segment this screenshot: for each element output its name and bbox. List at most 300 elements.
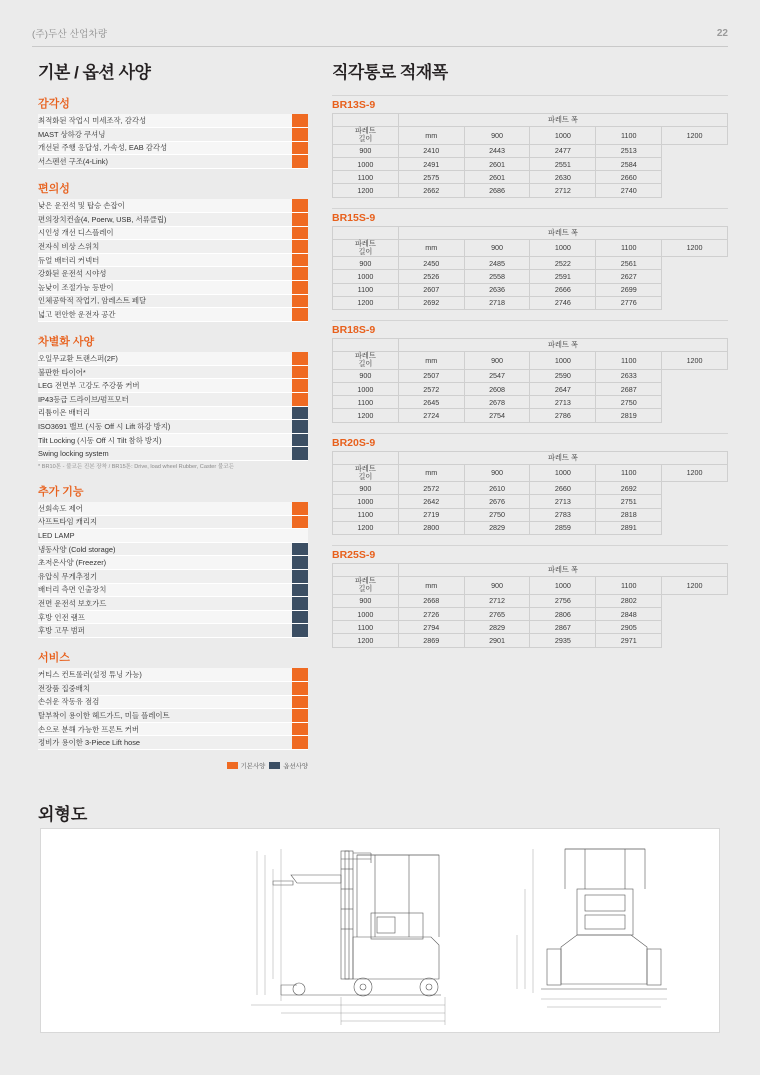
spec-row-mark: [292, 447, 308, 461]
table-corner-cell: [333, 114, 399, 127]
spec-row: [38, 597, 308, 611]
aisle-width-value: 2507: [398, 369, 464, 382]
pallet-length-value: 1000: [333, 607, 399, 620]
pallet-length-value: 1000: [333, 495, 399, 508]
spec-row: [38, 294, 308, 308]
table-row: [333, 296, 728, 309]
spec-row-label: 인체공학적 작업기, 암레스트 페달: [38, 294, 292, 308]
spec-row: [38, 583, 308, 597]
spec-row-label: 높낮이 조절가능 등받이: [38, 280, 292, 294]
pallet-length-value: 1200: [333, 634, 399, 647]
aisle-width-value: 2636: [464, 283, 530, 296]
spec-row-label: 사프트타임 캐리지: [38, 515, 292, 529]
spec-row-label: LED LAMP: [38, 529, 292, 543]
spec-row-mark: [292, 308, 308, 322]
pallet-length-value: 1000: [333, 270, 399, 283]
pallet-width-value: 900: [464, 352, 530, 370]
table-row: [333, 257, 728, 270]
spec-row-label: 초저온사양 (Freezer): [38, 556, 292, 570]
table-row: [333, 482, 728, 495]
aisle-width-value: 2713: [530, 495, 596, 508]
model-block: [332, 320, 728, 423]
pallet-width-value: 1200: [662, 352, 728, 370]
spec-row-label: 강화된 운전석 시야성: [38, 267, 292, 281]
pallet-width-header: 파레트 폭: [398, 451, 727, 464]
pallet-width-value: 1000: [530, 352, 596, 370]
spec-column: [38, 58, 308, 770]
spec-row-label: 편의장치컨솔(4, Poerw, USB, 서류클립): [38, 212, 292, 226]
aisle-width-value: 2551: [530, 157, 596, 170]
pallet-length-header: 파레트 길이: [333, 577, 399, 595]
aisle-width-value: 2676: [464, 495, 530, 508]
drawing-box: [40, 828, 720, 1033]
table-row: [333, 621, 728, 634]
drawing-title: 외형도: [38, 805, 88, 824]
brand-text: (주)두산 산업차량: [32, 29, 108, 40]
spec-row-label: 개선된 주행 응답성, 가속성, EAB 감각성: [38, 141, 292, 155]
spec-row: [38, 682, 308, 696]
spec-row-label: 후방 인전 램프: [38, 610, 292, 624]
spec-row-label: 손쉬운 작동유 점검: [38, 695, 292, 709]
spec-row-mark: [292, 556, 308, 570]
unit-cell: mm: [398, 577, 464, 595]
spec-row-mark: [292, 267, 308, 281]
spec-row-mark: [292, 515, 308, 529]
aisle-width-value: 2668: [398, 594, 464, 607]
spec-row: [38, 556, 308, 570]
spec-group-title: 서비스: [38, 651, 70, 664]
aisle-width-value: 2660: [596, 171, 662, 184]
spec-table: [38, 668, 308, 750]
aisle-width-value: 2829: [464, 521, 530, 534]
spec-row: [38, 240, 308, 254]
aisle-width-value: 2678: [464, 396, 530, 409]
table-row: [333, 508, 728, 521]
aisle-width-value: 2575: [398, 171, 464, 184]
table-row: [333, 144, 728, 157]
pallet-width-value: 1200: [662, 127, 728, 145]
pallet-width-value: 1100: [596, 464, 662, 482]
table-header-row: [333, 226, 728, 239]
spec-row-label: 배터리 측면 인출장치: [38, 583, 292, 597]
aisle-width-value: 2513: [596, 144, 662, 157]
aisle-width-value: 2686: [464, 184, 530, 197]
aisle-width-value: 2687: [596, 382, 662, 395]
spec-row: [38, 695, 308, 709]
unit-cell: mm: [398, 464, 464, 482]
spec-row-mark: [292, 212, 308, 226]
pallet-width-value: 1200: [662, 464, 728, 482]
spec-row-mark: [292, 502, 308, 516]
aisle-width-value: 2750: [464, 508, 530, 521]
spec-row: [38, 141, 308, 155]
spec-row: [38, 722, 308, 736]
spec-row: [38, 114, 308, 128]
aisle-width-value: 2935: [530, 634, 596, 647]
pallet-length-value: 1200: [333, 296, 399, 309]
pallet-length-header: 파레트 길이: [333, 464, 399, 482]
unit-cell: mm: [398, 127, 464, 145]
pallet-width-header: 파레트 폭: [398, 226, 727, 239]
aisle-width-value: 2590: [530, 369, 596, 382]
aisle-width-value: 2485: [464, 257, 530, 270]
aisle-width-value: 2610: [464, 482, 530, 495]
spec-group: [38, 180, 308, 322]
spec-row-label: 커티스 컨트롤러(설정 튜닝 가능): [38, 668, 292, 682]
aisle-width-value: 2443: [464, 144, 530, 157]
pallet-width-value: 1000: [530, 464, 596, 482]
aisle-width-value: 2901: [464, 634, 530, 647]
pallet-length-value: 1000: [333, 157, 399, 170]
aisle-width-value: 2526: [398, 270, 464, 283]
aisle-width-value: 2794: [398, 621, 464, 634]
pallet-width-value: 1000: [530, 577, 596, 595]
pallet-length-header: 파레트 길이: [333, 352, 399, 370]
spec-row-mark: [292, 583, 308, 597]
table-row: [333, 171, 728, 184]
spec-group-title: 차별화 사양: [38, 335, 95, 348]
table-row: [333, 594, 728, 607]
legend-option-label: 옵션사양: [283, 763, 308, 771]
spec-row: [38, 709, 308, 723]
pallet-length-value: 900: [333, 369, 399, 382]
spec-row: [38, 515, 308, 529]
spec-row-label: 유압식 무게추정기: [38, 569, 292, 583]
spec-row-label: 최적화된 작업시 미세조작, 감각성: [38, 114, 292, 128]
pallet-width-value: 900: [464, 464, 530, 482]
spec-row: [38, 155, 308, 169]
pallet-width-value: 1100: [596, 352, 662, 370]
spec-row: [38, 253, 308, 267]
spec-group: [38, 649, 308, 750]
aisle-width-value: 2477: [530, 144, 596, 157]
spec-row-mark: [292, 406, 308, 420]
aisle-width-value: 2591: [530, 270, 596, 283]
spec-row-mark: [292, 240, 308, 254]
aisle-width-value: 2819: [596, 409, 662, 422]
aisle-width-value: 2719: [398, 508, 464, 521]
aisle-table: [332, 113, 728, 198]
table-row: [333, 184, 728, 197]
aisle-width-value: 2699: [596, 283, 662, 296]
spec-row-label: Tilt Locking (시동 Off 시 Tilt 참하 방지): [38, 433, 292, 447]
spec-row-mark: [292, 294, 308, 308]
aisle-width-value: 2712: [464, 594, 530, 607]
aisle-width-value: 2558: [464, 270, 530, 283]
model-name: BR15S-9: [332, 208, 728, 224]
table-header-row: [333, 451, 728, 464]
model-name: BR13S-9: [332, 95, 728, 111]
spec-row-label: 낮은 운전석 및 탑승 손잡이: [38, 199, 292, 213]
model-block: [332, 208, 728, 311]
aisle-width-value: 2818: [596, 508, 662, 521]
spec-row-mark: [292, 379, 308, 393]
pallet-length-value: 1200: [333, 184, 399, 197]
legend-basic: [227, 761, 266, 770]
spec-row: [38, 267, 308, 281]
model-blocks: [332, 95, 728, 648]
aisle-width-value: 2756: [530, 594, 596, 607]
table-row: [333, 634, 728, 647]
aisle-table: [332, 226, 728, 311]
spec-row-mark: [292, 682, 308, 696]
model-block: [332, 545, 728, 648]
spec-row-mark: [292, 226, 308, 240]
pallet-length-value: 900: [333, 144, 399, 157]
spec-row-mark: [292, 569, 308, 583]
spec-row: [38, 569, 308, 583]
aisle-width-value: 2783: [530, 508, 596, 521]
aisle-width-value: 2806: [530, 607, 596, 620]
spec-row: [38, 406, 308, 420]
spec-row-mark: [292, 624, 308, 638]
spec-group-title: 편의성: [38, 182, 70, 195]
table-header-row: [333, 339, 728, 352]
pallet-width-value: 900: [464, 127, 530, 145]
page-number: 22: [716, 27, 728, 39]
aisle-width-value: 2601: [464, 157, 530, 170]
aisle-width-value: 2522: [530, 257, 596, 270]
spec-row-mark: [292, 128, 308, 142]
spec-row-label: LEG 전면부 고강도 주강품 커버: [38, 379, 292, 393]
spec-group-footnote: * BR10톤 - 불코든 진본 장착 / BR15톤: Drive, load wheel Rubber, Caster 불코든: [38, 463, 235, 470]
spec-row-label: MAST 상하강 쿠셔닝: [38, 128, 292, 142]
unit-cell: mm: [398, 239, 464, 257]
pallet-length-value: 900: [333, 257, 399, 270]
spec-row-label: 냉동사양 (Cold storage): [38, 542, 292, 556]
spec-row-label: Swing locking system: [38, 447, 292, 461]
aisle-width-value: 2971: [596, 634, 662, 647]
pallet-width-header: 파레트 폭: [398, 339, 727, 352]
model-name: BR25S-9: [332, 545, 728, 561]
model-name: BR18S-9: [332, 320, 728, 336]
aisle-width-value: 2547: [464, 369, 530, 382]
spec-row-label: IP43등급 드라이브/펌프모터: [38, 393, 292, 407]
aisle-width-value: 2776: [596, 296, 662, 309]
aisle-width-value: 2867: [530, 621, 596, 634]
spec-row-mark: [292, 529, 308, 543]
pallet-width-value: 1100: [596, 127, 662, 145]
aisle-section-title: 직각통로 적재폭: [332, 63, 448, 82]
spec-row-label: 넓고 편안한 운전자 공간: [38, 308, 292, 322]
aisle-width-value: 2666: [530, 283, 596, 296]
pallet-length-value: 1100: [333, 171, 399, 184]
table-subheader-row: [333, 127, 728, 145]
spec-row: [38, 502, 308, 516]
spec-group: [38, 483, 308, 638]
spec-row-label: 정비가 용이한 3-Piece Lift hose: [38, 736, 292, 750]
table-subheader-row: [333, 577, 728, 595]
spec-row: [38, 542, 308, 556]
aisle-width-value: 2891: [596, 521, 662, 534]
spec-row: [38, 433, 308, 447]
aisle-width-value: 2607: [398, 283, 464, 296]
table-row: [333, 607, 728, 620]
aisle-table: [332, 563, 728, 648]
table-row: [333, 382, 728, 395]
aisle-width-value: 2627: [596, 270, 662, 283]
table-corner-cell: [333, 339, 399, 352]
spec-row-mark: [292, 280, 308, 294]
spec-table: [38, 352, 308, 461]
table-corner-cell: [333, 451, 399, 464]
aisle-width-value: 2754: [464, 409, 530, 422]
spec-row-label: ISO3691 밸브 (시동 Off 시 Lift 하강 방지): [38, 420, 292, 434]
aisle-width-value: 2869: [398, 634, 464, 647]
spec-row-mark: [292, 695, 308, 709]
spec-row-mark: [292, 199, 308, 213]
aisle-width-value: 2718: [464, 296, 530, 309]
aisle-width-value: 2572: [398, 482, 464, 495]
table-corner-cell: [333, 226, 399, 239]
pallet-width-value: 900: [464, 239, 530, 257]
legend-option: [269, 761, 308, 770]
table-subheader-row: [333, 352, 728, 370]
legend-basic-label: 기본사양: [240, 763, 266, 771]
spec-row-mark: [292, 722, 308, 736]
pallet-width-value: 1200: [662, 239, 728, 257]
spec-row: [38, 128, 308, 142]
table-header-row: [333, 564, 728, 577]
table-row: [333, 283, 728, 296]
spec-row-mark: [292, 709, 308, 723]
spec-row-mark: [292, 155, 308, 169]
aisle-width-value: 2491: [398, 157, 464, 170]
model-block: [332, 95, 728, 198]
aisle-table: [332, 451, 728, 536]
spec-row: [38, 308, 308, 322]
aisle-width-value: 2572: [398, 382, 464, 395]
table-row: [333, 495, 728, 508]
spec-row-label: 리튬이온 배터리: [38, 406, 292, 420]
spec-row-mark: [292, 542, 308, 556]
aisle-width-value: 2608: [464, 382, 530, 395]
aisle-width-value: 2692: [398, 296, 464, 309]
table-row: [333, 521, 728, 534]
aisle-width-value: 2642: [398, 495, 464, 508]
aisle-width-value: 2746: [530, 296, 596, 309]
aisle-width-value: 2450: [398, 257, 464, 270]
pallet-width-value: 1100: [596, 239, 662, 257]
spec-row-label: 탈부착이 용이한 헤드가드, 미들 플레이트: [38, 709, 292, 723]
spec-row: [38, 393, 308, 407]
model-name: BR20S-9: [332, 433, 728, 449]
table-row: [333, 409, 728, 422]
pallet-length-value: 900: [333, 482, 399, 495]
pallet-length-value: 1000: [333, 382, 399, 395]
aisle-width-value: 2765: [464, 607, 530, 620]
spec-row-mark: [292, 433, 308, 447]
aisle-width-value: 2584: [596, 157, 662, 170]
aisle-width-value: 2660: [530, 482, 596, 495]
pallet-length-value: 1100: [333, 283, 399, 296]
table-header-row: [333, 114, 728, 127]
spec-row-mark: [292, 610, 308, 624]
spec-row: [38, 226, 308, 240]
table-subheader-row: [333, 239, 728, 257]
spec-table: [38, 502, 308, 638]
spec-row-mark: [292, 736, 308, 750]
spec-group-title: 감각성: [38, 98, 70, 110]
spec-row-label: 전장품 집중배치: [38, 682, 292, 696]
spec-row: [38, 624, 308, 638]
legend-basic-swatch: [227, 762, 238, 769]
spec-row-label: 후방 고무 범퍼: [38, 624, 292, 638]
spec-row-mark: [292, 253, 308, 267]
aisle-table: [332, 338, 728, 423]
pallet-length-value: 1100: [333, 508, 399, 521]
spec-row-label: 오일무교환 트랜스퍼(2F): [38, 352, 292, 366]
spec-row-mark: [292, 141, 308, 155]
aisle-width-value: 2561: [596, 257, 662, 270]
table-row: [333, 270, 728, 283]
unit-cell: mm: [398, 352, 464, 370]
pallet-length-header: 파레트 길이: [333, 127, 399, 145]
spec-row-label: 전자식 비상 스위치: [38, 240, 292, 254]
spec-table: [38, 114, 308, 169]
aisle-width-value: 2802: [596, 594, 662, 607]
outline-drawing: [41, 829, 719, 1032]
pallet-length-value: 1200: [333, 409, 399, 422]
aisle-width-value: 2740: [596, 184, 662, 197]
aisle-width-value: 2713: [530, 396, 596, 409]
table-row: [333, 369, 728, 382]
aisle-width-value: 2601: [464, 171, 530, 184]
aisle-width-value: 2859: [530, 521, 596, 534]
spec-row-label: 손으로 분해 가능한 프론트 커버: [38, 722, 292, 736]
spec-row: [38, 365, 308, 379]
spec-row: [38, 447, 308, 461]
spec-row: [38, 280, 308, 294]
aisle-column: [332, 58, 728, 658]
table-row: [333, 396, 728, 409]
spec-section-title: 기본 / 옵션 사양: [38, 63, 151, 82]
aisle-width-value: 2726: [398, 607, 464, 620]
aisle-width-value: 2905: [596, 621, 662, 634]
aisle-width-value: 2645: [398, 396, 464, 409]
spec-row-mark: [292, 114, 308, 128]
aisle-width-value: 2633: [596, 369, 662, 382]
pallet-length-value: 900: [333, 594, 399, 607]
spec-row-label: 불판한 타이어*: [38, 365, 292, 379]
spec-row: [38, 668, 308, 682]
legend: [38, 761, 308, 770]
spec-row-label: 시인성 개선 디스플레이: [38, 226, 292, 240]
spec-row-mark: [292, 420, 308, 434]
spec-row: [38, 199, 308, 213]
spec-row: [38, 379, 308, 393]
spec-row-label: 서스펜션 구조(4-Link): [38, 155, 292, 169]
pallet-length-value: 1200: [333, 521, 399, 534]
aisle-width-value: 2750: [596, 396, 662, 409]
table-corner-cell: [333, 564, 399, 577]
spec-row-mark: [292, 668, 308, 682]
pallet-width-value: 900: [464, 577, 530, 595]
pallet-width-value: 1000: [530, 127, 596, 145]
aisle-width-value: 2751: [596, 495, 662, 508]
spec-table: [38, 199, 308, 322]
spec-row-mark: [292, 393, 308, 407]
spec-groups: [38, 95, 308, 750]
spec-row: [38, 352, 308, 366]
spec-group: [38, 333, 308, 472]
aisle-width-value: 2786: [530, 409, 596, 422]
table-subheader-row: [333, 464, 728, 482]
spec-row: [38, 420, 308, 434]
aisle-width-value: 2829: [464, 621, 530, 634]
spec-row: [38, 212, 308, 226]
aisle-width-value: 2800: [398, 521, 464, 534]
